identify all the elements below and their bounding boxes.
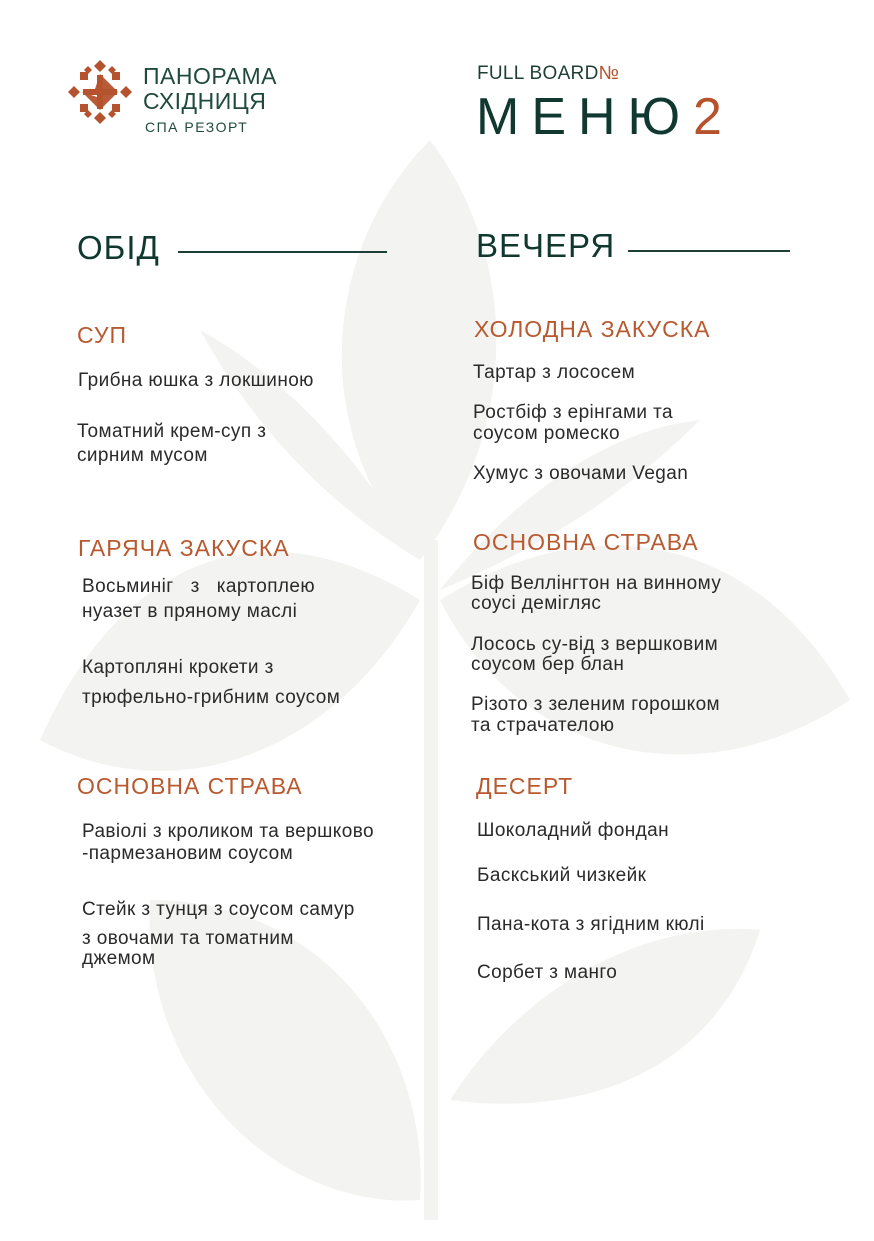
menu-item: Стейк з тунця з соусом самур — [82, 899, 355, 920]
menu-item: Хумус з овочами Vegan — [473, 463, 689, 484]
lunch-section-soup: СУП — [77, 322, 127, 348]
dinner-section-main-course: ОСНОВНА СТРАВА — [473, 529, 699, 555]
lunch-heading-rule — [178, 251, 387, 253]
menu-item: Сорбет з манго — [477, 962, 618, 983]
menu-item: Восьминіг з картоплею — [82, 576, 316, 597]
menu-item: -пармезановим соусом — [82, 843, 294, 864]
ornament-logo-icon — [66, 58, 134, 126]
number-sign: № — [598, 63, 620, 84]
menu-item: Картопляні крокети з — [82, 657, 274, 678]
menu-item: соусом ромеско — [473, 423, 620, 444]
menu-item: Лосось су-від з вершковим — [471, 634, 719, 655]
lunch-heading: ОБІД — [77, 229, 160, 266]
menu-item: Грибна юшка з локшиною — [78, 370, 314, 391]
full-board-text: FULL BOARD — [477, 63, 599, 84]
brand-tagline: СПА РЕЗОРТ — [145, 119, 249, 135]
menu-number: 2 — [693, 88, 722, 146]
menu-item: соусі демігляс — [471, 593, 602, 614]
menu-item: трюфельно-грибним соусом — [82, 687, 341, 708]
menu-item: Равіолі з кроликом та вершково — [82, 821, 374, 842]
dinner-heading-rule — [628, 250, 790, 252]
menu-item: Тартар з лососем — [473, 362, 636, 383]
brand-name-line1: ПАНОРАМА — [143, 63, 278, 89]
dinner-heading: ВЕЧЕРЯ — [476, 227, 616, 264]
menu-item: Шоколадний фондан — [477, 820, 670, 841]
menu-item: Пана-кота з ягідним кюлі — [477, 914, 705, 935]
menu-item: з овочами та томатним — [82, 928, 294, 949]
menu-item: Різото з зеленим горошком — [471, 694, 721, 715]
dinner-section-cold-appetizer: ХОЛОДНА ЗАКУСКА — [474, 316, 711, 342]
menu-item: та страчателою — [471, 715, 615, 736]
menu-item: нуазет в пряному маслі — [82, 601, 298, 622]
menu-item: Біф Веллінгтон на винному — [471, 573, 722, 594]
lunch-section-main-course: ОСНОВНА СТРАВА — [77, 773, 303, 799]
menu-title: МЕНЮ — [476, 88, 693, 146]
menu-item: Томатний крем-суп з — [77, 421, 267, 442]
full-board-label — [477, 63, 619, 85]
brand-name-line2: СХІДНИЦЯ — [143, 88, 267, 114]
menu-item: джемом — [82, 948, 156, 969]
menu-item: соусом бер блан — [471, 654, 625, 675]
lunch-section-hot-appetizer: ГАРЯЧА ЗАКУСКА — [78, 535, 290, 561]
menu-item: Баскський чизкейк — [477, 865, 647, 886]
dinner-section-dessert: ДЕСЕРТ — [476, 773, 574, 799]
menu-item: сирним мусом — [77, 445, 208, 466]
menu-item: Ростбіф з ерінгами та — [473, 402, 673, 423]
